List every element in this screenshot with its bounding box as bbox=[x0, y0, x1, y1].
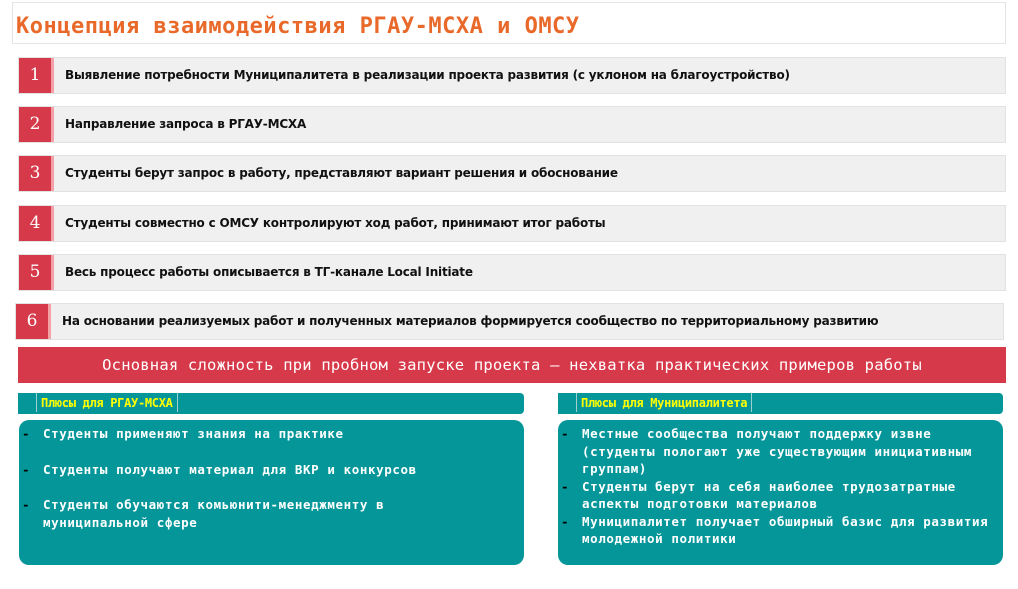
step-text: Весь процесс работы описывается в ТГ-канале Local Initiate bbox=[65, 265, 473, 279]
pros-municipality-label: Плюсы для Муниципалитета bbox=[576, 393, 752, 412]
step-number: 2 bbox=[19, 107, 54, 142]
step-number: 3 bbox=[19, 156, 54, 191]
step-text: Направление запроса в РГАУ-МСХА bbox=[65, 117, 307, 131]
difficulty-banner: Основная сложность при пробном запуске проекта – нехватка практических примеров работы bbox=[18, 347, 1006, 383]
step-text: Выявление потребности Муниципалитета в реализации проекта развития (с уклоном на благоустройство) bbox=[65, 68, 790, 82]
step-row bbox=[18, 57, 1006, 94]
pros-university-label: Плюсы для РГАУ-МСХА bbox=[36, 393, 178, 412]
step-number: 1 bbox=[19, 58, 54, 93]
step-row bbox=[15, 303, 1004, 340]
list-item: - Муниципалитет получает обширный базис для развития молодежной политики bbox=[558, 513, 995, 548]
list-item: - Студенты обучаются комьюнити-менеджменту в муниципальной сфере bbox=[19, 496, 443, 531]
pros-university-list bbox=[19, 420, 524, 565]
pros-university-header bbox=[18, 393, 524, 414]
list-item: - Студенты применяют знания на практике bbox=[19, 425, 524, 443]
step-row bbox=[18, 106, 1006, 143]
list-item: - Студенты получают материал для ВКР и конкурсов bbox=[19, 461, 524, 479]
step-row bbox=[18, 155, 1006, 192]
step-row bbox=[18, 254, 1006, 291]
step-row bbox=[18, 205, 1006, 242]
pros-municipality-header bbox=[558, 393, 1003, 414]
step-text: На основании реализуемых работ и полученных материалов формируется сообщество по территориальному развитию bbox=[62, 314, 879, 328]
step-number: 6 bbox=[16, 304, 51, 339]
step-number: 5 bbox=[19, 255, 54, 290]
title-box bbox=[12, 2, 1006, 44]
step-text: Студенты совместно с ОМСУ контролируют ход работ, принимают итог работы bbox=[65, 216, 606, 230]
pros-municipality-list bbox=[558, 420, 1003, 565]
list-item: - Местные сообщества получают поддержку извне (студенты пологают уже существующим инициативным группам) bbox=[558, 425, 995, 478]
step-number: 4 bbox=[19, 206, 54, 241]
step-text: Студенты берут запрос в работу, представляют вариант решения и обоснование bbox=[65, 166, 618, 180]
list-item: - Студенты берут на себя наиболее трудозатратные аспекты подготовки материалов bbox=[558, 478, 995, 513]
page-title: Концепция взаимодействия РГАУ-МСХА и ОМСУ bbox=[16, 14, 580, 39]
